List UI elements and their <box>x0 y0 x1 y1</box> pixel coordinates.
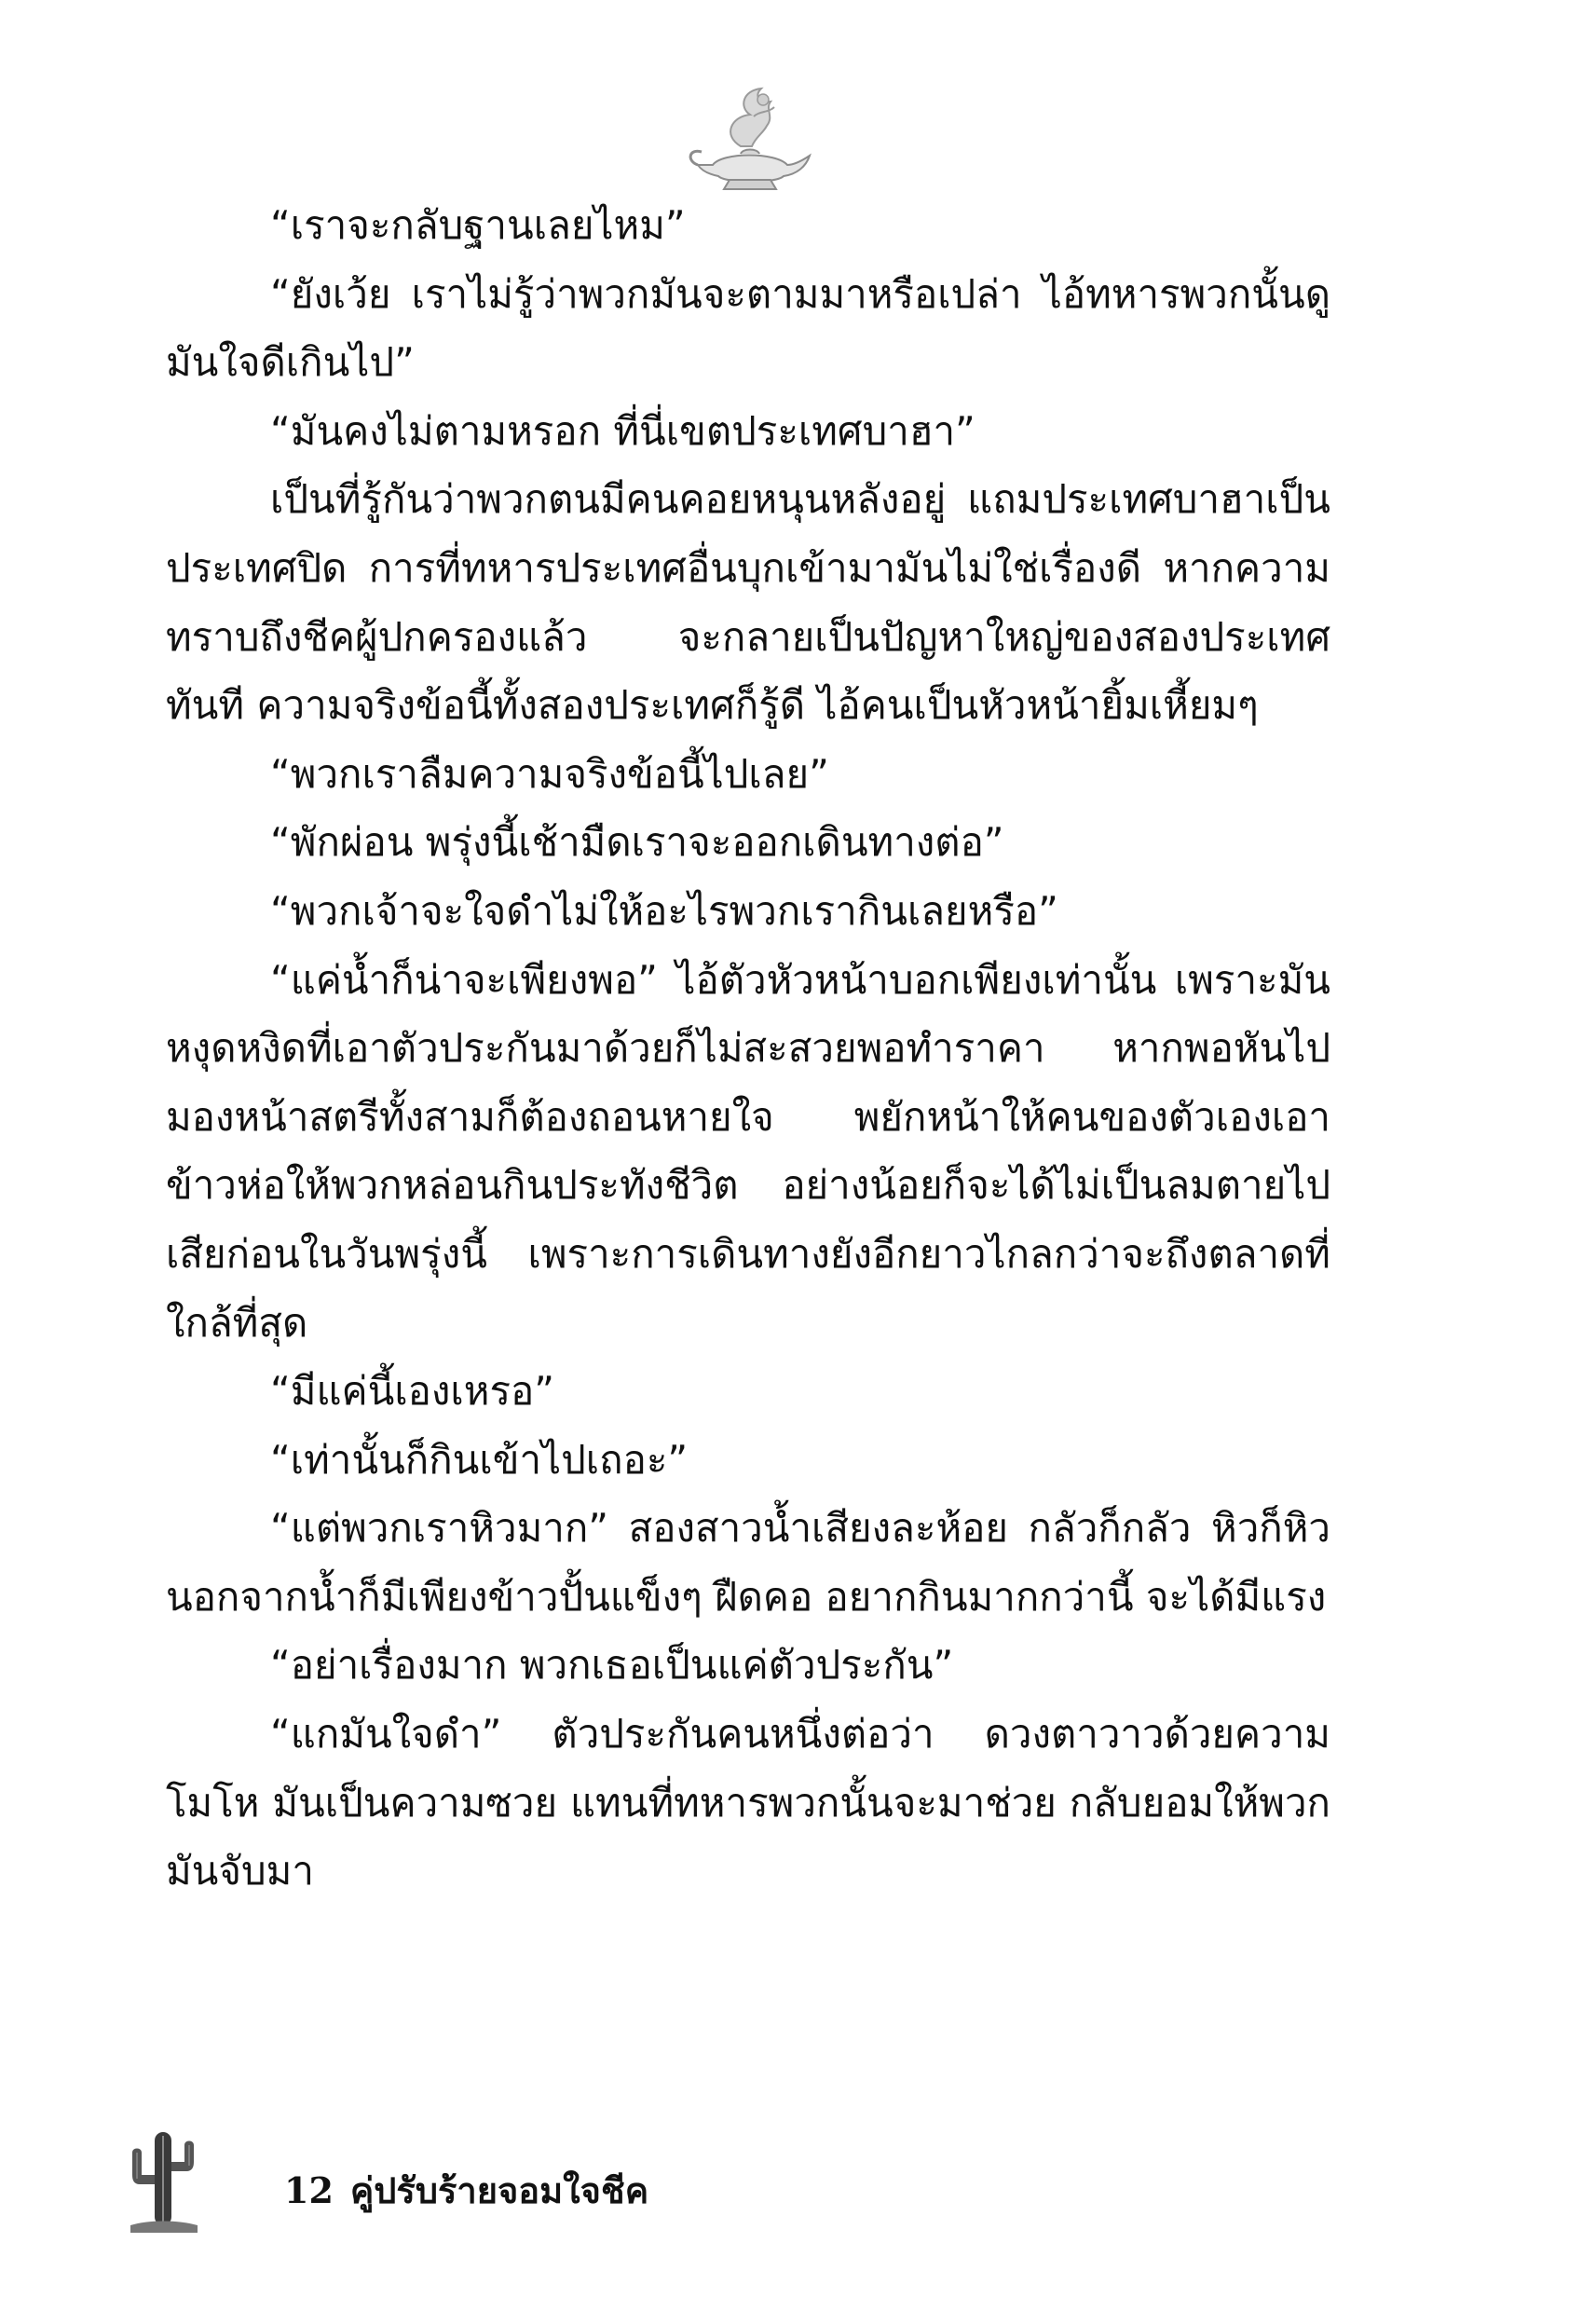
paragraph: “อย่าเรื่องมาก พวกเธอเป็นแค่ตัวประกัน” <box>270 1642 954 1689</box>
cactus-icon <box>121 2125 205 2236</box>
paragraph: “เท่านั้นก็กินเข้าไปเถอะ” <box>270 1436 689 1483</box>
page-footer <box>0 2106 1596 2255</box>
paragraph: “แกมันใจดำ” ตัวประกันคนหนึ่งต่อว่า ดวงตาวาวด้วยความโมโห มันเป็นความซวย แทนที่ทหารพวกนั้นจะมาช่วย กลับยอมให้พวกมันจับมา <box>166 1711 1330 1894</box>
body-text <box>166 191 1330 1906</box>
paragraph: “มันคงไม่ตามหรอก ที่นี่เขตประเทศบาฮา” <box>270 407 975 454</box>
book-title: คู่ปรับร้ายจอมใจชีค <box>349 2169 649 2211</box>
paragraph: “มีแค่นี้เองเหรอ” <box>270 1368 554 1415</box>
paragraph: “แค่น้ำก็น่าจะเพียงพอ” ไอ้ตัวหัวหน้าบอกเพียงเท่านั้น เพราะมันหงุดหงิดที่เอาตัวประกันมาด้วยก็ไม่สะสวยพอทำราคา หากพอหันไปมองหน้าสตรีทั้งสามก็ต้องถอนหายใจ พยักหน้าให้คนของตัวเองเอาข้าวห่อให้พวกหล่อนกินประทังชีวิต อย่างน้อยก็จะได้ไม่เป็นลมตายไปเสียก่อนในวันพรุ่งนี้ เพราะการเดินทางยังอีกยาวไกลกว่าจะถึงตลาดที่ใกล้ที่สุด <box>166 956 1330 1346</box>
paragraph: “แต่พวกเราหิวมาก” สองสาวน้ำเสียงละห้อย กลัวก็กลัว หิวก็หิว นอกจากน้ำก็มีเพียงข้าวปั้นแข็งๆ ฝืดคอ อยากกินมากกว่านี้ จะได้มีแรง <box>166 1505 1330 1620</box>
paragraph: “พวกเจ้าจะใจดำไม่ให้อะไรพวกเรากินเลยหรือ” <box>270 887 1058 934</box>
paragraph: “พวกเราลืมความจริงข้อนี้ไปเลย” <box>270 750 829 797</box>
paragraph: “เราจะกลับฐานเลยไหม” <box>270 202 686 248</box>
page-number: 12 <box>284 2169 334 2211</box>
genie-lamp-icon <box>685 79 815 200</box>
paragraph: เป็นที่รู้กันว่าพวกตนมีคนคอยหนุนหลังอยู่ แถมประเทศบาฮาเป็นประเทศปิด การที่ทหารประเทศอื่นบุกเข้ามามันไม่ใช่เรื่องดี หากความทราบถึงชีคผู้ปกครองแล้ว จะกลายเป็นปัญหาใหญ่ของสองประเทศทันที ความจริงข้อนี้ทั้งสองประเทศก็รู้ดี ไอ้คนเป็นหัวหน้ายิ้มเหี้ยมๆ <box>166 476 1330 729</box>
footer-caption <box>284 2162 648 2219</box>
paragraph: “พักผ่อน พรุ่งนี้เช้ามืดเราจะออกเดินทางต่อ” <box>270 819 1004 866</box>
paragraph: “ยังเว้ย เราไม่รู้ว่าพวกมันจะตามมาหรือเปล่า ไอ้ทหารพวกนั้นดูมันใจดีเกินไป” <box>166 270 1330 386</box>
